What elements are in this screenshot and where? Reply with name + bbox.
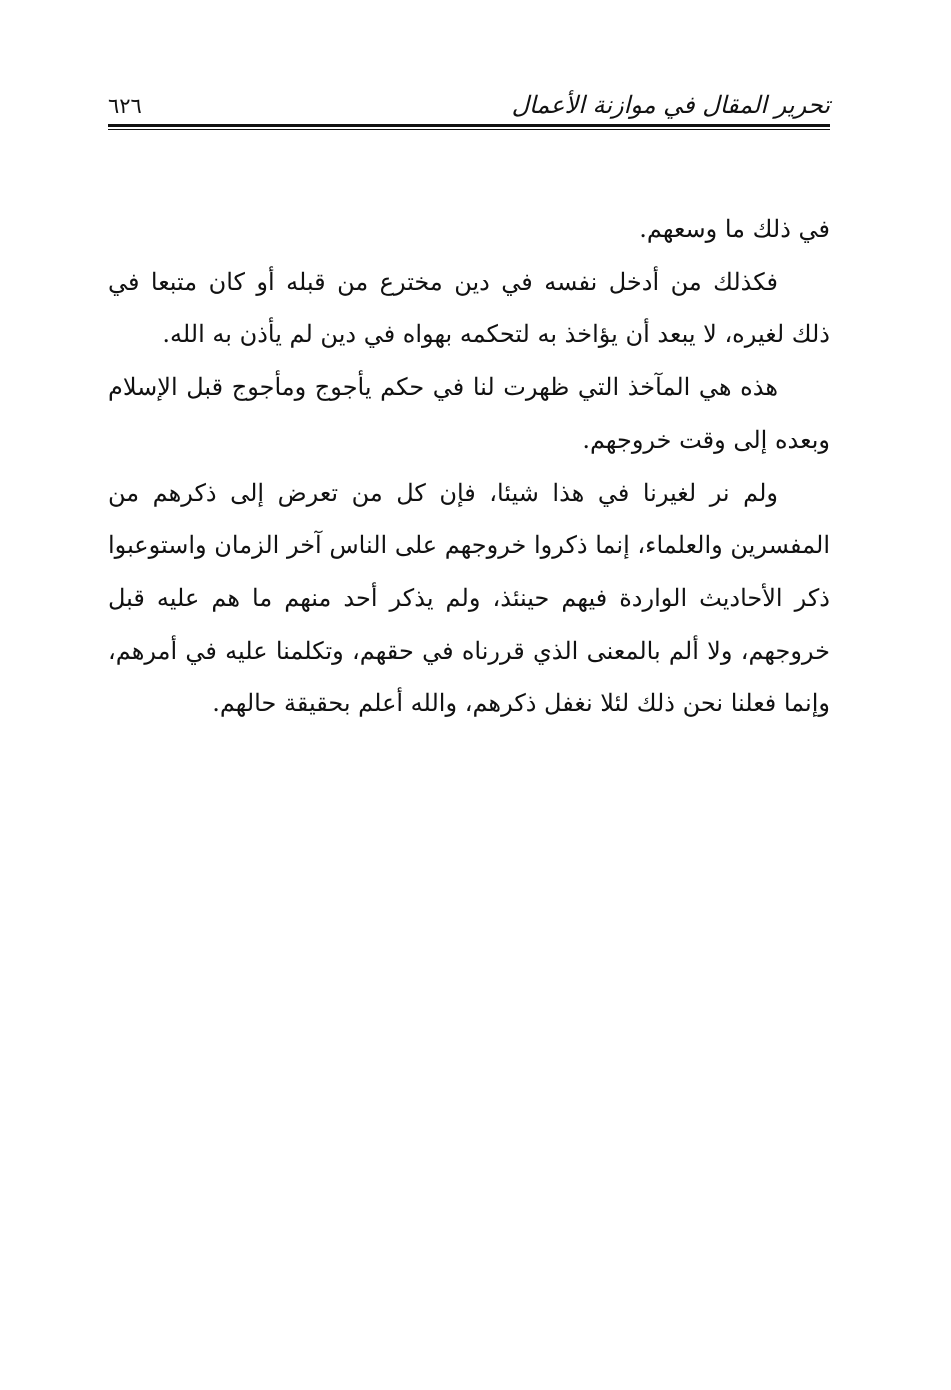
page-number: ٦٢٦ [108,94,142,118]
paragraph: ولم نر لغيرنا في هذا شيئا، فإن كل من تعرض إلى ذكرهم من المفسرين والعلماء، إنما ذكروا خروجهم على الناس آخر الزمان واستوعبوا ذكر الأحاديث الواردة فيهم حينئذ، ولم يذكر أحد منهم ما هم عليه قبل خروجهم، ولا ألم بالمعنى الذي قررناه في حقهم، وتكلمنا عليه في أمرهم، وإنما فعلنا نحن ذلك لئلا نغفل ذكرهم، والله أعلم بحقيقة حالهم. [108,478,830,718]
header-rule [108,124,830,130]
paragraph: في ذلك ما وسعهم. [639,215,830,243]
paragraph: هذه هي المآخذ التي ظهرت لنا في حكم يأجوج ومأجوج قبل الإسلام وبعده إلى وقت خروجهم. [108,373,830,454]
body-text [108,203,830,730]
paragraph: فكذلك من أدخل نفسه في دين مخترع من قبله أو كان متبعا في ذلك لغيره، لا يبعد أن يؤاخذ به لتحكمه بهواه في دين لم يأذن به الله. [108,267,830,349]
running-header [108,84,830,124]
book-title: تحرير المقال في موازنة الأعمال [511,91,830,119]
